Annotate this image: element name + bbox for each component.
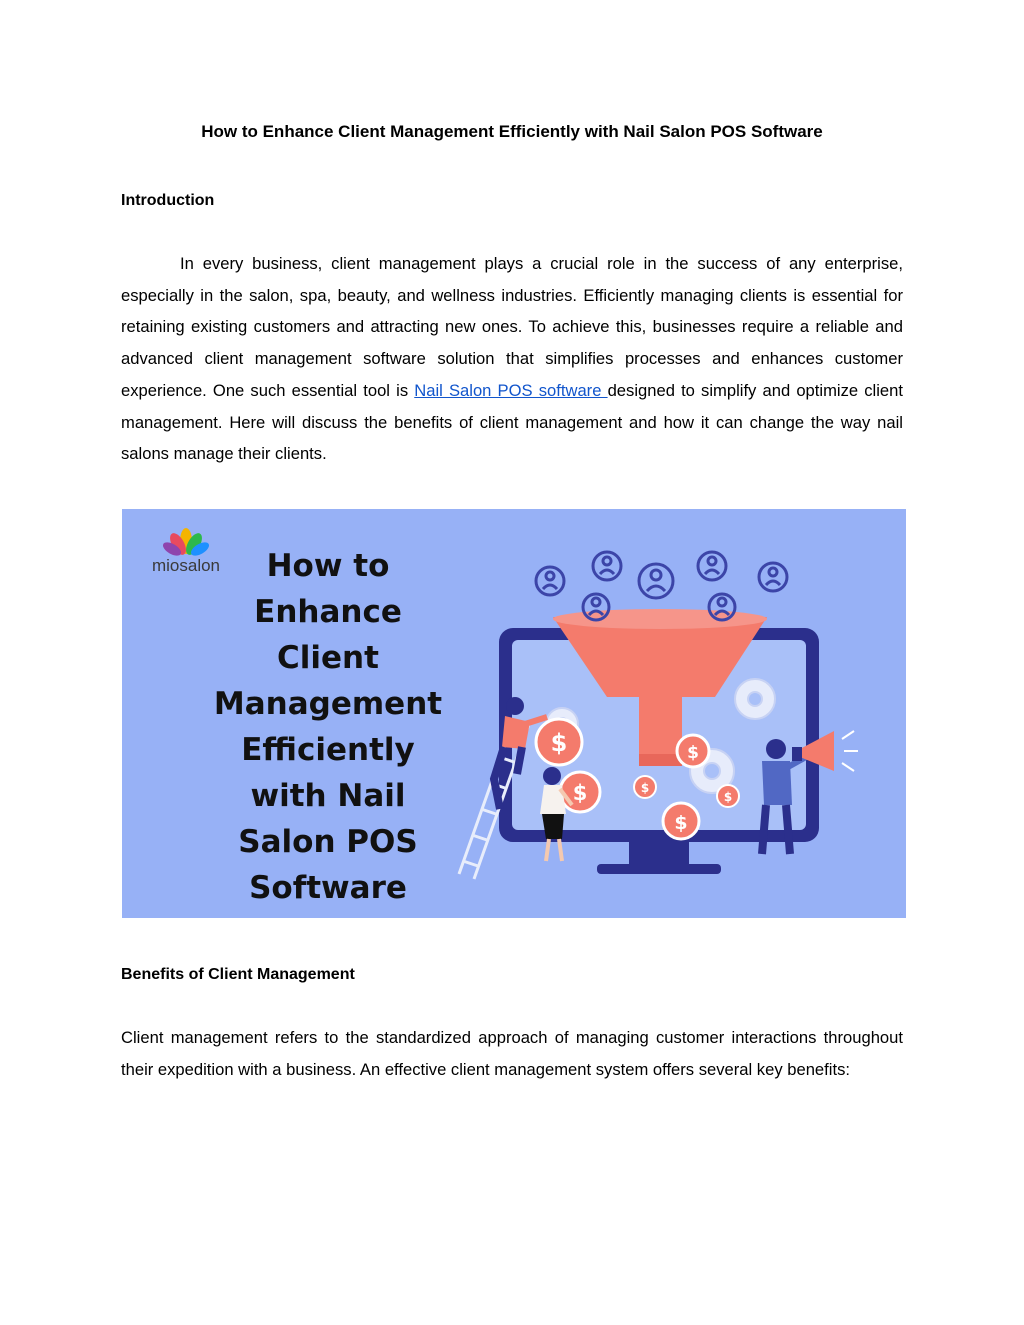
benefits-paragraph: Client management refers to the standardized approach of managing customer interactions throughout their expedition with a business. An effective client management system offers several key benefits: xyxy=(121,1028,903,1079)
banner-title-line-1: How to xyxy=(266,548,390,584)
banner-title xyxy=(214,548,442,906)
intro-text-after-link: designed to simplify and optimize client management. Here will discuss the benefits of client management and how it can change the way nail salons manage their clients. xyxy=(121,380,903,464)
person-icon xyxy=(593,552,621,580)
person-icon xyxy=(536,567,564,595)
person-icon xyxy=(639,564,673,598)
miosalon-logo xyxy=(152,528,220,575)
dollar-coin-icon xyxy=(560,772,600,812)
svg-text:$: $ xyxy=(674,812,688,834)
dollar-coin-icon xyxy=(634,776,656,798)
intro-text-before-link: In every business, client management plays a crucial role in the success of any enterprise, especially in the salon, spa, beauty, and wellness industries. Efficiently managing clients is essential for retaining existing customers and attracting new ones. To achieve this, businesses require a reliable and advanced client management software solution that simplifies processes and enhances customer experience. One such essential tool is xyxy=(121,254,903,400)
introduction-paragraph xyxy=(121,248,903,470)
dollar-coin-icon xyxy=(663,803,699,839)
banner-title-line-8: Software xyxy=(249,870,407,906)
banner-title-line-7: Salon POS xyxy=(238,824,418,860)
benefits-heading: Benefits of Client Management xyxy=(121,966,355,983)
person-icon xyxy=(698,552,726,580)
svg-text:$: $ xyxy=(687,743,699,763)
banner-title-line-4: Management xyxy=(213,686,443,722)
dollar-coin-icon xyxy=(677,735,709,767)
logo-wordmark: miosalon xyxy=(151,556,221,575)
document-title: How to Enhance Client Management Efficiently with Nail Salon POS Software xyxy=(201,122,823,141)
banner-title-line-5: Efficiently xyxy=(241,732,415,768)
article-banner-image xyxy=(122,509,906,918)
dollar-coin-icon xyxy=(717,785,739,807)
svg-text:$: $ xyxy=(572,781,588,805)
banner-title-line-6: with Nail xyxy=(250,778,406,814)
svg-text:$: $ xyxy=(640,781,650,795)
dollar-coin-icon xyxy=(536,719,582,765)
svg-text:$: $ xyxy=(550,729,568,757)
svg-text:$: $ xyxy=(723,790,733,804)
introduction-heading: Introduction xyxy=(121,192,215,209)
lotus-icon xyxy=(161,528,211,558)
banner-title-line-3: Client xyxy=(277,640,379,676)
nail-salon-pos-software-link[interactable]: Nail Salon POS software xyxy=(414,380,608,400)
person-icon xyxy=(759,563,787,591)
banner-title-line-2: Enhance xyxy=(254,594,402,630)
